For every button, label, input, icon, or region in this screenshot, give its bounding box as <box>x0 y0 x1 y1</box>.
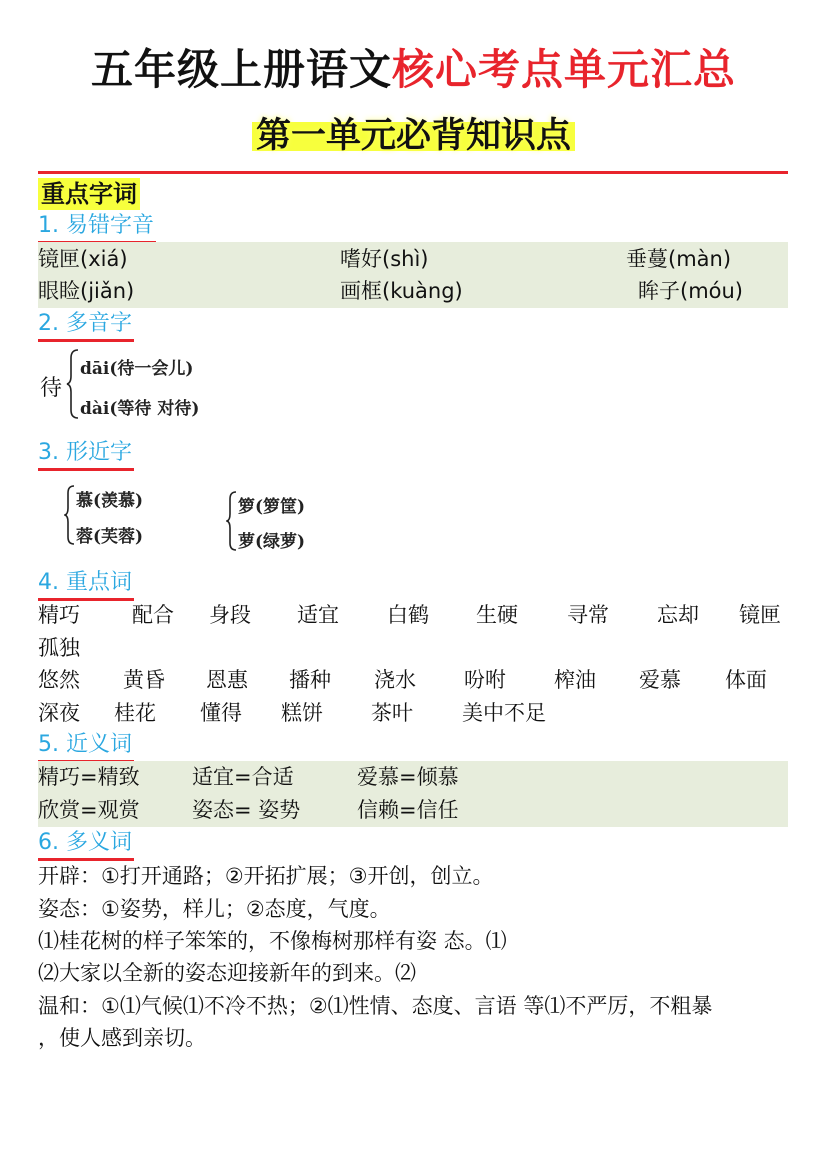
pron-cell: 眼睑(jiǎn) <box>38 279 135 303</box>
word: 爱慕 <box>639 668 681 692</box>
word: 体面 <box>725 668 767 692</box>
similar-brace-2 <box>226 490 238 552</box>
word: 懂得 <box>200 701 242 725</box>
polysemy-line: 姿态：①姿势，样儿；②态度，气度。 <box>38 897 391 921</box>
heading-pronunciation: 1. 易错字音 <box>38 211 156 244</box>
pron-cell: 镜匣(xiá) <box>38 247 128 271</box>
polysemy-line: 开辟：①打开通路；②开拓扩展；③开创，创立。 <box>38 864 494 888</box>
synonym-cell: 欣赏=观赏 <box>38 798 140 822</box>
word: 白鹤 <box>387 603 429 627</box>
synonym-cell: 适宜=合适 <box>192 765 294 789</box>
synonym-cell: 精巧=精致 <box>38 765 140 789</box>
pron-cell: 垂蔓(màn) <box>626 247 732 271</box>
section-key-words: 重点字词 <box>38 178 140 210</box>
similar-item: 箩(箩筐) <box>238 497 306 517</box>
polysemy-line: 温和：①⑴气候⑴不冷不热；②⑴性情、态度、言语 等⑴不严厉，不粗暴 <box>38 994 713 1018</box>
polyphone-char: 待 <box>40 376 63 401</box>
word: 糕饼 <box>281 701 323 725</box>
word: 榨油 <box>554 668 596 692</box>
word: 镜匣 <box>739 603 781 627</box>
word: 播种 <box>289 668 331 692</box>
title-red: 核心考点单元汇总 <box>392 45 737 94</box>
red-divider <box>38 171 788 174</box>
word: 深夜 <box>38 701 80 725</box>
synonym-cell: 姿态= 姿势 <box>192 798 301 822</box>
pron-cell: 眸子(móu) <box>638 279 743 303</box>
synonym-cell: 信赖=信任 <box>357 798 459 822</box>
word: 身段 <box>209 603 251 627</box>
similar-brace-1 <box>64 484 76 546</box>
word: 吩咐 <box>464 668 506 692</box>
word: 忘却 <box>657 603 699 627</box>
word: 寻常 <box>567 603 609 627</box>
word: 适宜 <box>297 603 339 627</box>
polyphone-item: dāi(待一会儿) <box>80 359 194 379</box>
word: 茶叶 <box>371 701 413 725</box>
pron-cell: 画框(kuàng) <box>340 279 463 303</box>
heading-polysemy: 6. 多义词 <box>38 828 134 861</box>
word: 孤独 <box>38 636 80 660</box>
polysemy-line: ⑵大家以全新的姿态迎接新年的到来。⑵ <box>38 961 416 985</box>
page-subtitle: 第一单元必背知识点 <box>0 110 827 162</box>
heading-polyphone: 2. 多音字 <box>38 309 134 342</box>
polysemy-line: ⑴桂花树的样子笨笨的，不像梅树那样有姿 态。⑴ <box>38 929 507 953</box>
word: 浇水 <box>374 668 416 692</box>
title-black: 五年级上册语文 <box>90 45 392 94</box>
heading-similar-chars: 3. 形近字 <box>38 438 134 471</box>
similar-item: 蓉(芙蓉) <box>76 527 144 547</box>
word: 生硬 <box>476 603 518 627</box>
word: 恩惠 <box>206 668 248 692</box>
page-title <box>0 42 827 98</box>
heading-key-words: 4. 重点词 <box>38 568 134 601</box>
synonym-cell: 爱慕=倾慕 <box>357 765 459 789</box>
word: 黄昏 <box>123 668 165 692</box>
similar-item: 慕(羡慕) <box>76 491 144 511</box>
word: 配合 <box>132 603 174 627</box>
word: 美中不足 <box>462 701 546 725</box>
heading-synonyms: 5. 近义词 <box>38 730 134 763</box>
polyphone-brace <box>66 348 80 420</box>
word: 悠然 <box>38 668 80 692</box>
word: 桂花 <box>114 701 156 725</box>
pron-cell: 嗜好(shì) <box>340 247 429 271</box>
word: 精巧 <box>38 603 80 627</box>
polysemy-line: ，使人感到亲切。 <box>38 1026 206 1050</box>
similar-item: 萝(绿萝) <box>238 532 306 552</box>
polyphone-item: dài(等待 对待) <box>80 399 200 419</box>
